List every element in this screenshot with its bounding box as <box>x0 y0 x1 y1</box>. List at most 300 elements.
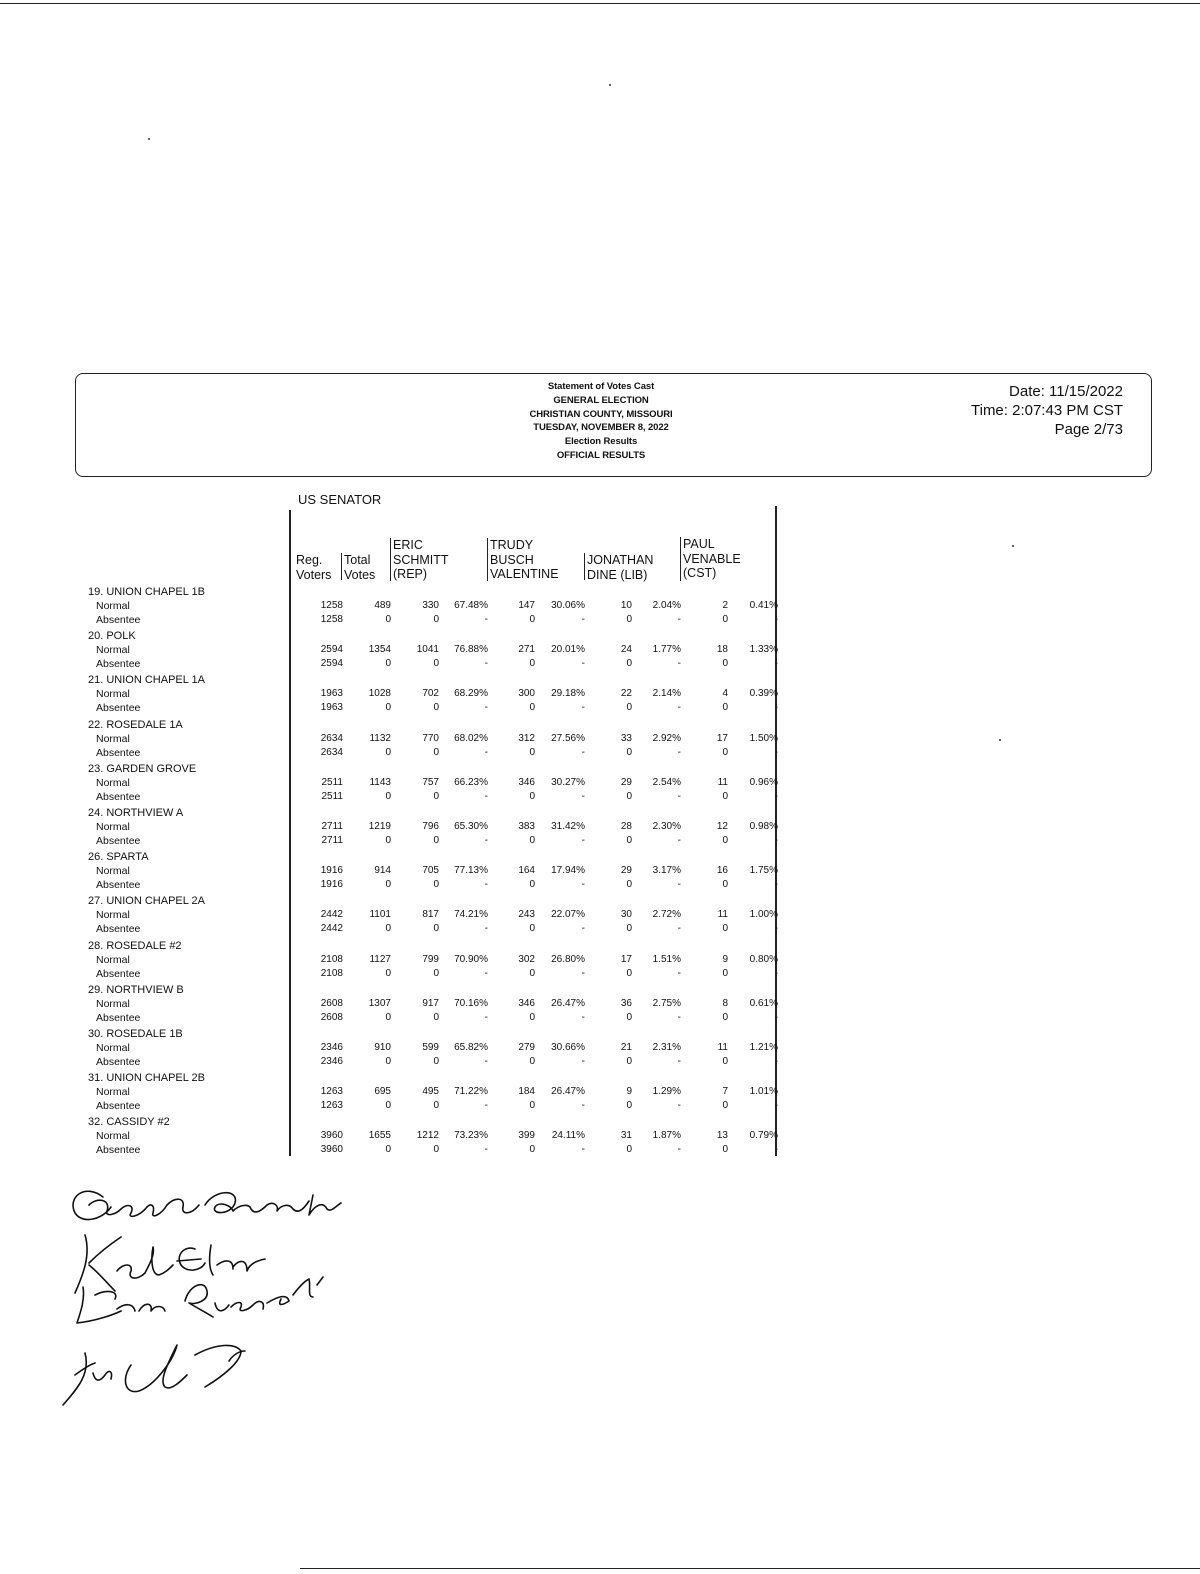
cell-tbp: 26.80% <box>551 953 585 965</box>
cell-pv: 18 <box>716 644 728 656</box>
cell-tb: 0 <box>529 879 535 891</box>
cell-esp: - <box>484 1056 488 1067</box>
cell-es: 0 <box>433 658 439 670</box>
cell-esp: 65.82% <box>454 1042 488 1053</box>
cell-tb: 0 <box>529 835 535 846</box>
cell-jd: 0 <box>626 790 632 802</box>
cell-reg: 2594 <box>320 644 343 656</box>
page-number: Page 2/73 <box>1054 421 1123 438</box>
cell-reg: 2346 <box>320 1042 343 1053</box>
table-row-normal <box>0 600 800 614</box>
cell-reg: 2511 <box>321 776 343 788</box>
cell-jd: 30 <box>620 909 632 921</box>
cell-reg: 1258 <box>320 614 343 625</box>
cell-reg: 1916 <box>320 865 343 877</box>
cell-pv: 8 <box>722 997 728 1009</box>
signature-1 <box>73 1191 341 1219</box>
cell-pv: 0 <box>722 746 728 758</box>
cell-jdp: - <box>677 614 681 625</box>
scan-speck <box>1012 545 1014 547</box>
cell-es: 770 <box>422 732 439 744</box>
row-label: Absentee <box>96 702 141 715</box>
table-row-normal <box>0 998 800 1012</box>
row-label: Absentee <box>96 1144 141 1157</box>
cell-jdp: - <box>677 702 681 714</box>
cell-jd: 0 <box>626 614 632 625</box>
cell-es: 0 <box>433 967 439 979</box>
race-title: US SENATOR <box>298 492 382 507</box>
cell-reg: 2511 <box>321 790 343 802</box>
cell-pvp: 1.50% <box>749 732 778 744</box>
table-row-absentee <box>0 835 800 849</box>
cell-es: 702 <box>422 688 439 700</box>
row-label: Normal <box>96 644 130 657</box>
table-row-absentee <box>0 1056 800 1070</box>
cell-total: 0 <box>385 790 391 802</box>
scan-speck <box>609 84 611 86</box>
cell-total: 1127 <box>369 953 391 965</box>
cell-tbp: - <box>581 967 585 979</box>
cell-pvp: - <box>774 614 778 625</box>
cell-pvp: 0.79% <box>749 1130 778 1142</box>
cell-tb: 399 <box>518 1130 535 1142</box>
cell-esp: 70.16% <box>454 997 488 1009</box>
table-row-normal <box>0 1042 800 1056</box>
table-row-absentee <box>0 614 800 628</box>
cell-pv: 2 <box>722 600 728 611</box>
cell-pvp: 1.21% <box>749 1042 778 1053</box>
cell-jd: 21 <box>620 1042 632 1053</box>
cell-tb: 0 <box>529 1100 535 1112</box>
cell-jd: 0 <box>626 967 632 979</box>
cell-jd: 0 <box>626 923 632 935</box>
cell-total: 695 <box>374 1086 391 1098</box>
cell-tb: 0 <box>529 1056 535 1067</box>
report-title: Statement of Votes Cast <box>547 381 655 392</box>
row-label: Absentee <box>96 790 141 803</box>
cell-jd: 0 <box>626 1144 632 1156</box>
precinct-name: 24. NORTHVIEW A <box>88 807 184 819</box>
cell-tbp: 27.56% <box>551 732 585 744</box>
cell-jdp: 1.87% <box>652 1130 681 1142</box>
cell-pv: 0 <box>722 614 728 625</box>
cell-jd: 0 <box>626 879 632 891</box>
official-label: OFFICIAL RESULTS <box>556 449 646 461</box>
cell-es: 0 <box>433 702 439 714</box>
cell-pv: 16 <box>716 865 728 877</box>
cell-jdp: - <box>677 658 681 670</box>
cell-esp: - <box>484 967 488 979</box>
cell-total: 0 <box>385 702 391 714</box>
cell-es: 0 <box>433 790 439 802</box>
cell-jdp: 3.17% <box>652 865 681 877</box>
cell-reg: 2442 <box>320 923 343 935</box>
cell-total: 1101 <box>369 909 391 921</box>
cell-total: 0 <box>385 614 391 625</box>
cell-tbp: 30.27% <box>551 776 585 788</box>
cell-jdp: 1.29% <box>652 1086 681 1098</box>
cell-total: 0 <box>385 1144 391 1156</box>
cell-es: 0 <box>433 1011 439 1023</box>
cell-jdp: - <box>677 790 681 802</box>
cell-pvp: - <box>774 1144 778 1156</box>
cell-pvp: - <box>774 658 778 670</box>
cell-pv: 0 <box>722 1100 728 1112</box>
cell-jd: 9 <box>626 1086 632 1098</box>
cell-tbp: 26.47% <box>551 997 585 1009</box>
cell-jdp: 1.51% <box>652 953 681 965</box>
cell-esp: - <box>484 790 488 802</box>
cell-tbp: 29.18% <box>551 688 585 700</box>
cell-tbp: 30.66% <box>551 1042 585 1053</box>
column-header-dine: JONATHAN DINE (LIB) <box>587 553 653 582</box>
cell-reg: 1263 <box>320 1086 343 1098</box>
cell-jd: 24 <box>620 644 632 656</box>
cell-reg: 2108 <box>320 967 343 979</box>
signature-4 <box>63 1345 245 1405</box>
cell-tb: 302 <box>518 953 535 965</box>
cell-esp: - <box>484 1011 488 1023</box>
cell-esp: 73.23% <box>454 1130 488 1142</box>
table-row-absentee <box>0 1144 800 1158</box>
cell-jd: 0 <box>626 702 632 714</box>
cell-jd: 33 <box>620 732 632 744</box>
cell-reg: 2608 <box>320 1011 343 1023</box>
cell-reg: 1963 <box>320 688 343 700</box>
cell-pvp: - <box>774 1011 778 1023</box>
cell-tb: 279 <box>518 1042 535 1053</box>
table-row-absentee <box>0 702 800 716</box>
precinct-name: 28. ROSEDALE #2 <box>88 939 182 952</box>
cell-total: 1143 <box>369 776 391 788</box>
cell-reg: 3960 <box>320 1130 343 1142</box>
cell-tb: 184 <box>518 1086 535 1098</box>
table-row-normal <box>0 1130 800 1144</box>
cell-tbp: - <box>581 790 585 802</box>
cell-tb: 0 <box>529 1011 535 1023</box>
cell-reg: 2711 <box>321 821 343 832</box>
precinct-name: 19. UNION CHAPEL 1B <box>88 586 205 598</box>
table-row-absentee <box>0 1100 800 1114</box>
table-row-absentee <box>0 968 800 982</box>
precinct-name: 31. UNION CHAPEL 2B <box>88 1072 205 1085</box>
cell-jd: 0 <box>626 1100 632 1112</box>
cell-pv: 12 <box>716 821 728 832</box>
precinct-name: 27. UNION CHAPEL 2A <box>88 895 205 908</box>
cell-tbp: - <box>581 923 585 935</box>
cell-esp: 74.21% <box>454 909 488 921</box>
cell-es: 757 <box>422 776 439 788</box>
table-row-normal <box>0 865 800 879</box>
cell-total: 0 <box>385 658 391 670</box>
table-row-normal <box>0 733 800 747</box>
cell-es: 0 <box>433 1100 439 1112</box>
row-label: Normal <box>96 909 130 922</box>
cell-esp: - <box>484 923 488 935</box>
cell-total: 0 <box>385 746 391 758</box>
cell-total: 1132 <box>369 732 391 744</box>
cell-jdp: 1.77% <box>652 644 681 656</box>
cell-pv: 17 <box>716 732 728 744</box>
table-row-normal <box>0 821 800 835</box>
cell-es: 0 <box>433 614 439 625</box>
cell-pvp: 1.75% <box>749 865 778 877</box>
cell-jdp: - <box>677 835 681 846</box>
cell-jdp: 2.30% <box>652 821 681 832</box>
cell-jd: 0 <box>626 658 632 670</box>
precinct-name: 22. ROSEDALE 1A <box>88 718 183 731</box>
cell-jdp: 2.04% <box>652 600 681 611</box>
cell-es: 0 <box>433 1144 439 1156</box>
table-row-normal <box>0 644 800 658</box>
report-title-block <box>516 380 686 463</box>
precinct-name: 30. ROSEDALE 1B <box>88 1028 183 1040</box>
precinct-name: 23. GARDEN GROVE <box>88 762 197 775</box>
row-label: Absentee <box>96 614 141 626</box>
precinct-name: 29. NORTHVIEW B <box>88 983 184 996</box>
row-label: Normal <box>96 821 130 833</box>
cell-es: 330 <box>422 600 439 611</box>
cell-jd: 29 <box>620 776 632 788</box>
cell-pvp: 0.96% <box>749 776 778 788</box>
cell-pvp: - <box>774 835 778 846</box>
cell-reg: 2108 <box>320 953 343 965</box>
row-label: Absentee <box>96 658 141 671</box>
cell-tbp: - <box>581 746 585 758</box>
cell-tbp: - <box>581 1100 585 1112</box>
cell-es: 1041 <box>416 644 439 656</box>
cell-tb: 243 <box>518 909 535 921</box>
cell-jd: 36 <box>620 997 632 1009</box>
cell-jd: 31 <box>620 1130 632 1142</box>
cell-tbp: - <box>581 658 585 670</box>
cell-tb: 0 <box>529 702 535 714</box>
cell-jdp: - <box>677 746 681 758</box>
cell-tb: 271 <box>518 644 535 656</box>
cell-esp: 65.30% <box>454 821 488 832</box>
election-name: GENERAL ELECTION <box>553 394 649 406</box>
cell-pvp: - <box>774 790 778 802</box>
cell-jd: 0 <box>626 746 632 758</box>
signature-2 <box>75 1235 265 1293</box>
cell-total: 0 <box>385 923 391 935</box>
cell-reg: 1916 <box>320 879 343 891</box>
cell-tb: 300 <box>518 688 535 700</box>
cell-pv: 11 <box>717 909 728 921</box>
cell-pv: 0 <box>722 879 728 891</box>
table-row-normal <box>0 777 800 791</box>
column-header-schmitt: ERIC SCHMITT (REP) <box>393 538 449 582</box>
table-row-normal <box>0 909 800 923</box>
cell-tb: 0 <box>529 658 535 670</box>
row-label: Normal <box>96 953 130 966</box>
cell-tb: 312 <box>518 732 535 744</box>
cell-tb: 346 <box>518 776 535 788</box>
cell-es: 817 <box>422 909 439 921</box>
cell-esp: - <box>484 835 488 846</box>
cell-tb: 0 <box>529 790 535 802</box>
cell-es: 796 <box>422 821 439 832</box>
row-label: Absentee <box>96 923 141 936</box>
report-date: Date: 11/15/2022 <box>1009 383 1123 400</box>
cell-tb: 164 <box>518 865 535 877</box>
cell-jdp: - <box>677 1011 681 1023</box>
row-label: Normal <box>96 1042 130 1054</box>
table-row-normal <box>0 954 800 968</box>
precinct-name: 26. SPARTA <box>88 851 149 864</box>
cell-pv: 0 <box>722 658 728 670</box>
county-name: CHRISTIAN COUNTY, MISSOURI <box>529 408 673 420</box>
cell-tb: 383 <box>518 821 535 832</box>
cell-pvp: - <box>774 1056 778 1067</box>
cell-pvp: 0.98% <box>749 821 778 832</box>
table-row-absentee <box>0 1012 800 1026</box>
cell-total: 1354 <box>368 644 391 656</box>
precinct-name: 32. CASSIDY #2 <box>88 1116 170 1129</box>
cell-jdp: 2.14% <box>652 688 681 700</box>
cell-pv: 0 <box>722 702 728 714</box>
row-label: Absentee <box>96 967 141 980</box>
cell-jdp: - <box>677 879 681 891</box>
cell-reg: 1963 <box>320 702 343 714</box>
cell-reg: 2442 <box>320 909 343 921</box>
results-label: Election Results <box>564 436 638 448</box>
cell-tbp: - <box>581 1144 585 1156</box>
cell-es: 0 <box>433 746 439 758</box>
row-label: Normal <box>96 997 130 1010</box>
cell-reg: 2594 <box>320 658 343 670</box>
cell-reg: 1263 <box>320 1100 343 1112</box>
table-row-absentee <box>0 658 800 672</box>
cell-esp: - <box>484 1144 488 1156</box>
cell-tbp: 24.11% <box>551 1130 585 1142</box>
cell-jdp: 2.54% <box>652 776 681 788</box>
row-label: Normal <box>96 865 130 878</box>
cell-pv: 0 <box>722 1011 728 1023</box>
cell-pvp: 0.39% <box>749 688 778 700</box>
cell-pv: 0 <box>722 790 728 802</box>
cell-jd: 29 <box>620 865 632 877</box>
table-row-absentee <box>0 923 800 937</box>
cell-total: 489 <box>374 600 391 611</box>
cell-pv: 11 <box>717 1042 728 1053</box>
cell-esp: 68.02% <box>454 732 488 744</box>
cell-pvp: - <box>774 746 778 758</box>
row-label: Normal <box>96 688 130 701</box>
cell-esp: 70.90% <box>454 953 488 965</box>
cell-es: 599 <box>422 1042 439 1053</box>
table-row-absentee <box>0 747 800 761</box>
cell-pv: 0 <box>722 1144 728 1156</box>
cell-reg: 2608 <box>320 997 343 1009</box>
cell-esp: - <box>484 614 488 625</box>
cell-total: 0 <box>385 1056 391 1067</box>
cell-tbp: 31.42% <box>551 821 585 832</box>
election-date: TUESDAY, NOVEMBER 8, 2022 <box>533 422 669 434</box>
cell-tb: 147 <box>518 600 535 611</box>
table-row-absentee <box>0 791 800 805</box>
cell-jdp: - <box>677 1100 681 1112</box>
cell-esp: 71.22% <box>454 1086 488 1098</box>
cell-tbp: - <box>581 1056 585 1067</box>
cell-esp: - <box>484 658 488 670</box>
cell-jdp: 2.72% <box>652 909 681 921</box>
cell-jd: 28 <box>620 821 632 832</box>
cell-jdp: - <box>677 923 681 935</box>
cell-esp: 76.88% <box>454 644 488 656</box>
cell-pv: 9 <box>722 953 728 965</box>
column-header-valentine: TRUDY BUSCH VALENTINE <box>490 538 559 582</box>
cell-total: 0 <box>385 879 391 891</box>
cell-tb: 346 <box>518 997 535 1009</box>
cell-jd: 0 <box>626 1056 632 1067</box>
cell-pv: 7 <box>722 1086 728 1098</box>
column-header-reg-voters: Reg. Voters <box>296 553 332 582</box>
cell-es: 799 <box>422 953 439 965</box>
cell-tbp: - <box>581 702 585 714</box>
cell-tb: 0 <box>529 1144 535 1156</box>
cell-jdp: - <box>677 1144 681 1156</box>
cell-pvp: 0.61% <box>749 997 778 1009</box>
row-label: Absentee <box>96 746 141 759</box>
cell-jd: 17 <box>620 953 632 965</box>
cell-total: 0 <box>385 967 391 979</box>
cell-es: 0 <box>433 1056 439 1067</box>
cell-esp: - <box>484 879 488 891</box>
cell-total: 0 <box>385 1011 391 1023</box>
cell-pv: 0 <box>722 967 728 979</box>
row-label: Normal <box>96 776 130 789</box>
row-label: Absentee <box>96 879 141 892</box>
cell-pvp: - <box>774 967 778 979</box>
cell-pvp: - <box>774 1100 778 1112</box>
cell-total: 914 <box>374 865 391 877</box>
column-header-venable: PAUL VENABLE (CST) <box>683 537 741 581</box>
cell-tb: 0 <box>529 746 535 758</box>
table-row-absentee <box>0 879 800 893</box>
table-row-normal <box>0 1086 800 1100</box>
cell-jdp: 2.75% <box>652 997 681 1009</box>
cell-jd: 0 <box>626 1011 632 1023</box>
cell-pv: 11 <box>717 776 728 788</box>
cell-pvp: - <box>774 702 778 714</box>
scan-speck <box>999 739 1001 741</box>
cell-reg: 1258 <box>320 600 343 611</box>
cell-total: 0 <box>385 1100 391 1112</box>
cell-pvp: 0.41% <box>749 600 778 611</box>
cell-tb: 0 <box>529 923 535 935</box>
cell-reg: 2634 <box>320 746 343 758</box>
cell-es: 0 <box>433 835 439 846</box>
cell-esp: 67.48% <box>454 600 488 611</box>
cell-total: 0 <box>385 835 391 846</box>
table-row-normal <box>0 688 800 702</box>
cell-esp: - <box>484 746 488 758</box>
cell-pv: 0 <box>722 1056 728 1067</box>
cell-jdp: 2.31% <box>652 1042 681 1053</box>
precinct-name: 21. UNION CHAPEL 1A <box>88 674 205 687</box>
cell-tbp: 30.06% <box>551 600 585 611</box>
cell-tbp: 20.01% <box>551 644 585 656</box>
cell-tb: 0 <box>529 614 535 625</box>
cell-total: 1307 <box>368 997 391 1009</box>
cell-pvp: 1.01% <box>749 1086 778 1098</box>
cell-pv: 4 <box>722 688 728 700</box>
cell-pvp: - <box>774 879 778 891</box>
cell-pv: 13 <box>716 1130 728 1142</box>
cell-total: 1655 <box>368 1130 391 1142</box>
cell-es: 495 <box>422 1086 439 1098</box>
